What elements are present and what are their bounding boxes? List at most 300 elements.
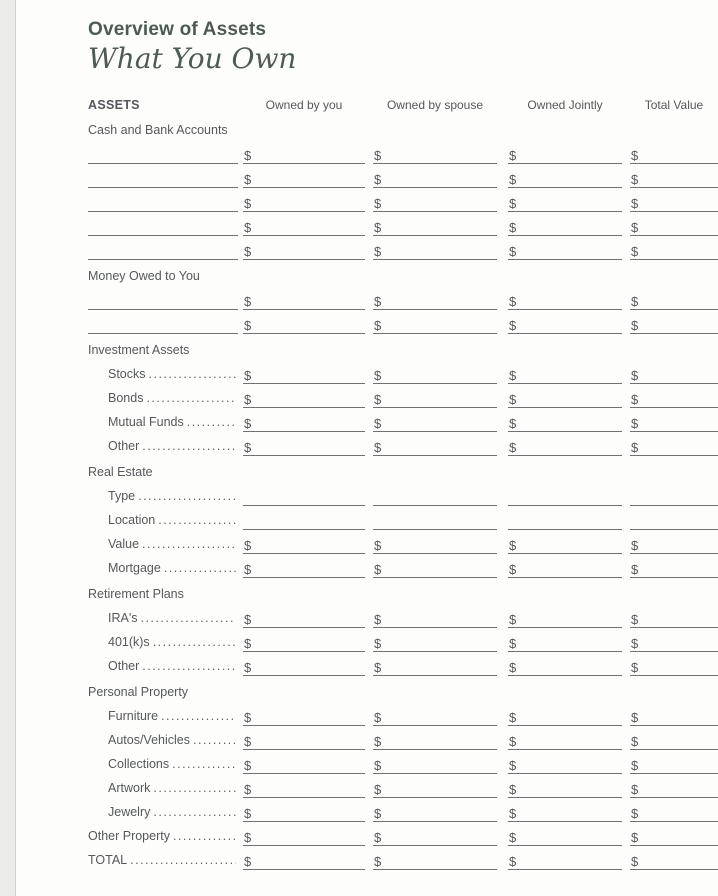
table-row [88, 236, 718, 260]
row-label [108, 415, 236, 429]
row-label-text: TOTAL [88, 853, 128, 867]
amount-line-owned-by-spouse [373, 750, 497, 774]
dollar-sign: $ [374, 172, 382, 187]
amount-line-total-value [630, 360, 718, 384]
dot-leader [142, 537, 236, 551]
row-label [108, 659, 236, 673]
amount-line-owned-jointly [508, 310, 622, 334]
dollar-sign: $ [374, 416, 382, 431]
dollar-sign: $ [374, 854, 382, 869]
row-label-text: Value [108, 537, 140, 551]
amount-line-owned-by-spouse [373, 604, 497, 628]
row-label-text: Furniture [108, 709, 159, 723]
dollar-sign: $ [509, 172, 517, 187]
dollar-sign: $ [374, 368, 382, 383]
row-label [88, 853, 236, 867]
amount-line-owned-by-spouse [373, 432, 497, 456]
column-header-assets: ASSETS [88, 98, 140, 112]
row-label [108, 805, 236, 819]
row-label [108, 391, 236, 405]
dot-leader [173, 829, 236, 843]
row-label-cell [88, 846, 238, 869]
row-label-cell [88, 384, 238, 407]
dollar-sign: $ [509, 830, 517, 845]
form-section [88, 120, 718, 260]
amount-line-total-value [630, 408, 718, 432]
amount-line-owned-by-you [243, 164, 365, 188]
dollar-sign: $ [509, 562, 517, 577]
dollar-sign: $ [509, 806, 517, 821]
dot-leader [161, 709, 236, 723]
amount-line-owned-by-spouse [373, 360, 497, 384]
amount-line-owned-by-spouse [373, 628, 497, 652]
amount-line-total-value [630, 822, 718, 846]
amount-line-total-value [630, 798, 718, 822]
dollar-sign: $ [244, 172, 252, 187]
row-label-text: Artwork [108, 781, 151, 795]
table-row [88, 164, 718, 188]
dollar-sign: $ [374, 636, 382, 651]
dollar-sign: $ [631, 562, 639, 577]
dollar-sign: $ [244, 416, 252, 431]
row-label-text: Jewelry [108, 805, 151, 819]
name-write-line [88, 188, 238, 212]
dot-leader [140, 611, 236, 625]
dot-leader [142, 439, 236, 453]
dollar-sign: $ [374, 538, 382, 553]
dollar-sign: $ [374, 758, 382, 773]
write-line-total-value [630, 506, 718, 530]
dot-leader [187, 415, 236, 429]
write-line-owned-jointly [508, 482, 622, 506]
amount-line-total-value [630, 140, 718, 164]
dot-leader [164, 561, 236, 575]
dollar-sign: $ [631, 440, 639, 455]
amount-line-owned-by-you [243, 628, 365, 652]
dollar-sign: $ [374, 782, 382, 797]
scan-left-margin [0, 0, 16, 896]
amount-line-owned-by-you [243, 140, 365, 164]
row-label-text: IRA's [108, 611, 138, 625]
amount-line-owned-by-spouse [373, 384, 497, 408]
name-write-line [88, 286, 238, 310]
amount-line-owned-jointly [508, 822, 622, 846]
dollar-sign: $ [631, 830, 639, 845]
row-label-cell [88, 750, 238, 773]
table-row [88, 822, 718, 846]
amount-line-total-value [630, 554, 718, 578]
amount-line-owned-jointly [508, 530, 622, 554]
table-row [88, 432, 718, 456]
page-title: Overview of Assets [88, 19, 267, 40]
dollar-sign: $ [631, 294, 639, 309]
amount-line-owned-jointly [508, 726, 622, 750]
amount-line-owned-jointly [508, 188, 622, 212]
table-row [88, 726, 718, 750]
dollar-sign: $ [631, 172, 639, 187]
amount-line-owned-by-spouse [373, 408, 497, 432]
row-label [88, 829, 236, 843]
amount-line-owned-by-you [243, 798, 365, 822]
amount-line-owned-jointly [508, 774, 622, 798]
dollar-sign: $ [509, 710, 517, 725]
row-label [108, 537, 236, 551]
row-label-cell [88, 482, 238, 505]
dollar-sign: $ [244, 782, 252, 797]
table-row [88, 482, 718, 506]
table-row [88, 702, 718, 726]
dollar-sign: $ [509, 416, 517, 431]
row-label-text: Bonds [108, 391, 144, 405]
amount-line-total-value [630, 212, 718, 236]
form-body [88, 120, 718, 870]
form-section [88, 266, 718, 334]
table-row [88, 554, 718, 578]
amount-line-owned-by-spouse [373, 140, 497, 164]
amount-line-total-value [630, 236, 718, 260]
amount-line-owned-by-spouse [373, 798, 497, 822]
dollar-sign: $ [244, 758, 252, 773]
amount-line-owned-by-spouse [373, 188, 497, 212]
amount-line-owned-by-you [243, 530, 365, 554]
table-header-row [88, 98, 718, 114]
name-write-line [88, 310, 238, 334]
amount-line-owned-by-you [243, 846, 365, 870]
form-section [88, 462, 718, 578]
dollar-sign: $ [374, 148, 382, 163]
dollar-sign: $ [374, 244, 382, 259]
amount-line-owned-by-you [243, 286, 365, 310]
row-label-cell [88, 774, 238, 797]
form-section [88, 822, 718, 870]
dollar-sign: $ [631, 806, 639, 821]
dollar-sign: $ [374, 660, 382, 675]
dollar-sign: $ [374, 294, 382, 309]
dollar-sign: $ [244, 660, 252, 675]
write-line-owned-by-you [243, 506, 365, 530]
dollar-sign: $ [631, 148, 639, 163]
dollar-sign: $ [631, 392, 639, 407]
dollar-sign: $ [631, 636, 639, 651]
table-row [88, 360, 718, 384]
amount-line-owned-by-you [243, 408, 365, 432]
dollar-sign: $ [374, 196, 382, 211]
dollar-sign: $ [374, 392, 382, 407]
amount-line-owned-by-spouse [373, 652, 497, 676]
amount-line-owned-jointly [508, 846, 622, 870]
dollar-sign: $ [244, 318, 252, 333]
table-row [88, 408, 718, 432]
row-label [108, 611, 236, 625]
amount-line-owned-by-you [243, 360, 365, 384]
dot-leader [142, 659, 236, 673]
dollar-sign: $ [509, 148, 517, 163]
dollar-sign: $ [509, 368, 517, 383]
section-heading: Retirement Plans [88, 587, 184, 601]
amount-line-owned-by-spouse [373, 554, 497, 578]
write-line-owned-by-spouse [373, 482, 497, 506]
amount-line-owned-jointly [508, 702, 622, 726]
row-label-text: Mutual Funds [108, 415, 184, 429]
amount-line-total-value [630, 846, 718, 870]
table-row [88, 628, 718, 652]
dot-leader [146, 391, 236, 405]
dollar-sign: $ [509, 782, 517, 797]
table-row [88, 140, 718, 164]
section-heading: Personal Property [88, 685, 189, 699]
amount-line-owned-jointly [508, 652, 622, 676]
table-row [88, 506, 718, 530]
amount-line-owned-jointly [508, 360, 622, 384]
dollar-sign: $ [374, 612, 382, 627]
write-line-total-value [630, 482, 718, 506]
dollar-sign: $ [374, 220, 382, 235]
dollar-sign: $ [631, 416, 639, 431]
dollar-sign: $ [631, 196, 639, 211]
amount-line-owned-jointly [508, 432, 622, 456]
dot-leader [158, 513, 236, 527]
page-subtitle: What You Own [88, 42, 297, 75]
name-write-line [88, 140, 238, 164]
table-row [88, 188, 718, 212]
row-label [108, 439, 236, 453]
amount-line-owned-by-you [243, 236, 365, 260]
row-label-cell [88, 432, 238, 455]
amount-line-owned-by-spouse [373, 236, 497, 260]
row-label-cell [88, 652, 238, 675]
amount-line-total-value [630, 384, 718, 408]
row-label-text: Type [108, 489, 136, 503]
dollar-sign: $ [374, 830, 382, 845]
amount-line-total-value [630, 726, 718, 750]
amount-line-owned-jointly [508, 408, 622, 432]
row-label-text: Other [108, 659, 140, 673]
amount-line-owned-jointly [508, 384, 622, 408]
row-label-cell [88, 530, 238, 553]
amount-line-total-value [630, 310, 718, 334]
dollar-sign: $ [509, 758, 517, 773]
row-label-cell [88, 702, 238, 725]
dollar-sign: $ [631, 220, 639, 235]
dollar-sign: $ [509, 538, 517, 553]
row-label-cell [88, 506, 238, 529]
dollar-sign: $ [244, 244, 252, 259]
row-label [108, 367, 236, 381]
amount-line-owned-jointly [508, 604, 622, 628]
amount-line-owned-jointly [508, 286, 622, 310]
amount-line-owned-jointly [508, 798, 622, 822]
dot-leader [193, 733, 236, 747]
row-label [108, 781, 236, 795]
section-heading: Real Estate [88, 465, 153, 479]
dollar-sign: $ [244, 392, 252, 407]
row-label-cell [88, 798, 238, 821]
dollar-sign: $ [244, 294, 252, 309]
dollar-sign: $ [244, 562, 252, 577]
dollar-sign: $ [509, 392, 517, 407]
dollar-sign: $ [244, 196, 252, 211]
name-write-line [88, 164, 238, 188]
amount-line-owned-by-spouse [373, 702, 497, 726]
section-heading: Investment Assets [88, 343, 190, 357]
amount-line-owned-jointly [508, 554, 622, 578]
amount-line-owned-by-you [243, 702, 365, 726]
row-label-cell [88, 726, 238, 749]
dollar-sign: $ [509, 636, 517, 651]
dollar-sign: $ [509, 734, 517, 749]
dollar-sign: $ [244, 440, 252, 455]
amount-line-total-value [630, 628, 718, 652]
dollar-sign: $ [509, 854, 517, 869]
table-row [88, 286, 718, 310]
amount-line-total-value [630, 164, 718, 188]
dollar-sign: $ [631, 854, 639, 869]
amount-line-owned-by-you [243, 822, 365, 846]
amount-line-owned-by-you [243, 750, 365, 774]
dollar-sign: $ [509, 318, 517, 333]
row-label-text: Stocks [108, 367, 146, 381]
amount-line-owned-by-spouse [373, 846, 497, 870]
dollar-sign: $ [631, 710, 639, 725]
name-write-line [88, 236, 238, 260]
amount-line-owned-by-spouse [373, 286, 497, 310]
row-label [108, 757, 236, 771]
column-header-owned-jointly: Owned Jointly [527, 98, 603, 112]
amount-line-total-value [630, 604, 718, 628]
row-label-text: Location [108, 513, 156, 527]
row-label-text: 401(k)s [108, 635, 150, 649]
write-line-owned-jointly [508, 506, 622, 530]
amount-line-total-value [630, 702, 718, 726]
dollar-sign: $ [374, 440, 382, 455]
write-line-owned-by-you [243, 482, 365, 506]
row-label-text: Collections [108, 757, 170, 771]
amount-line-owned-jointly [508, 164, 622, 188]
amount-line-owned-jointly [508, 140, 622, 164]
table-row [88, 846, 718, 870]
amount-line-owned-jointly [508, 212, 622, 236]
dot-leader [172, 757, 236, 771]
amount-line-owned-by-spouse [373, 164, 497, 188]
row-label-cell [88, 822, 238, 845]
dollar-sign: $ [244, 612, 252, 627]
row-label-cell [88, 604, 238, 627]
dollar-sign: $ [631, 244, 639, 259]
column-header-owned-by-spouse: Owned by spouse [386, 98, 484, 112]
section-heading: Cash and Bank Accounts [88, 123, 228, 137]
dollar-sign: $ [244, 636, 252, 651]
amount-line-total-value [630, 774, 718, 798]
dot-leader [149, 367, 236, 381]
dot-leader [153, 635, 236, 649]
dollar-sign: $ [244, 854, 252, 869]
dollar-sign: $ [244, 368, 252, 383]
dollar-sign: $ [631, 660, 639, 675]
dot-leader [138, 489, 236, 503]
table-row [88, 212, 718, 236]
row-label [108, 635, 236, 649]
dollar-sign: $ [244, 806, 252, 821]
dollar-sign: $ [631, 734, 639, 749]
name-write-line [88, 212, 238, 236]
row-label-text: Other Property [88, 829, 170, 843]
dollar-sign: $ [509, 660, 517, 675]
amount-line-owned-jointly [508, 628, 622, 652]
table-row [88, 798, 718, 822]
amount-line-owned-by-you [243, 188, 365, 212]
column-header-total-value: Total Value [644, 98, 704, 112]
dollar-sign: $ [374, 734, 382, 749]
amount-line-owned-jointly [508, 750, 622, 774]
amount-line-total-value [630, 530, 718, 554]
row-label [108, 489, 236, 503]
dollar-sign: $ [631, 538, 639, 553]
amount-line-owned-by-you [243, 604, 365, 628]
dollar-sign: $ [244, 148, 252, 163]
amount-line-owned-jointly [508, 236, 622, 260]
amount-line-total-value [630, 750, 718, 774]
dollar-sign: $ [509, 196, 517, 211]
row-label-text: Autos/Vehicles [108, 733, 190, 747]
dollar-sign: $ [631, 612, 639, 627]
dollar-sign: $ [374, 710, 382, 725]
row-label-cell [88, 554, 238, 577]
dollar-sign: $ [509, 612, 517, 627]
dollar-sign: $ [244, 538, 252, 553]
dollar-sign: $ [509, 244, 517, 259]
table-row [88, 604, 718, 628]
table-row [88, 652, 718, 676]
amount-line-owned-by-you [243, 310, 365, 334]
dollar-sign: $ [631, 318, 639, 333]
amount-line-owned-by-you [243, 726, 365, 750]
amount-line-total-value [630, 188, 718, 212]
column-header-owned-by-you: Owned by you [265, 98, 343, 112]
row-label [108, 513, 236, 527]
dollar-sign: $ [244, 220, 252, 235]
amount-line-owned-by-spouse [373, 726, 497, 750]
table-row [88, 310, 718, 334]
dollar-sign: $ [374, 806, 382, 821]
page-content [88, 0, 718, 896]
dollar-sign: $ [509, 294, 517, 309]
amount-line-owned-by-you [243, 432, 365, 456]
amount-line-owned-by-you [243, 774, 365, 798]
form-section [88, 682, 718, 822]
table-row [88, 384, 718, 408]
dollar-sign: $ [374, 318, 382, 333]
amount-line-owned-by-spouse [373, 530, 497, 554]
amount-line-owned-by-spouse [373, 310, 497, 334]
section-heading: Money Owed to You [88, 269, 200, 283]
row-label-cell [88, 360, 238, 383]
row-label [108, 561, 236, 575]
amount-line-owned-by-spouse [373, 822, 497, 846]
row-label [108, 709, 236, 723]
dollar-sign: $ [244, 830, 252, 845]
dollar-sign: $ [244, 734, 252, 749]
dollar-sign: $ [244, 710, 252, 725]
row-label-cell [88, 628, 238, 651]
amount-line-total-value [630, 432, 718, 456]
amount-line-owned-by-you [243, 212, 365, 236]
row-label-cell [88, 408, 238, 431]
row-label-text: Other [108, 439, 140, 453]
amount-line-owned-by-you [243, 554, 365, 578]
amount-line-owned-by-you [243, 652, 365, 676]
table-row [88, 530, 718, 554]
amount-line-owned-by-spouse [373, 774, 497, 798]
